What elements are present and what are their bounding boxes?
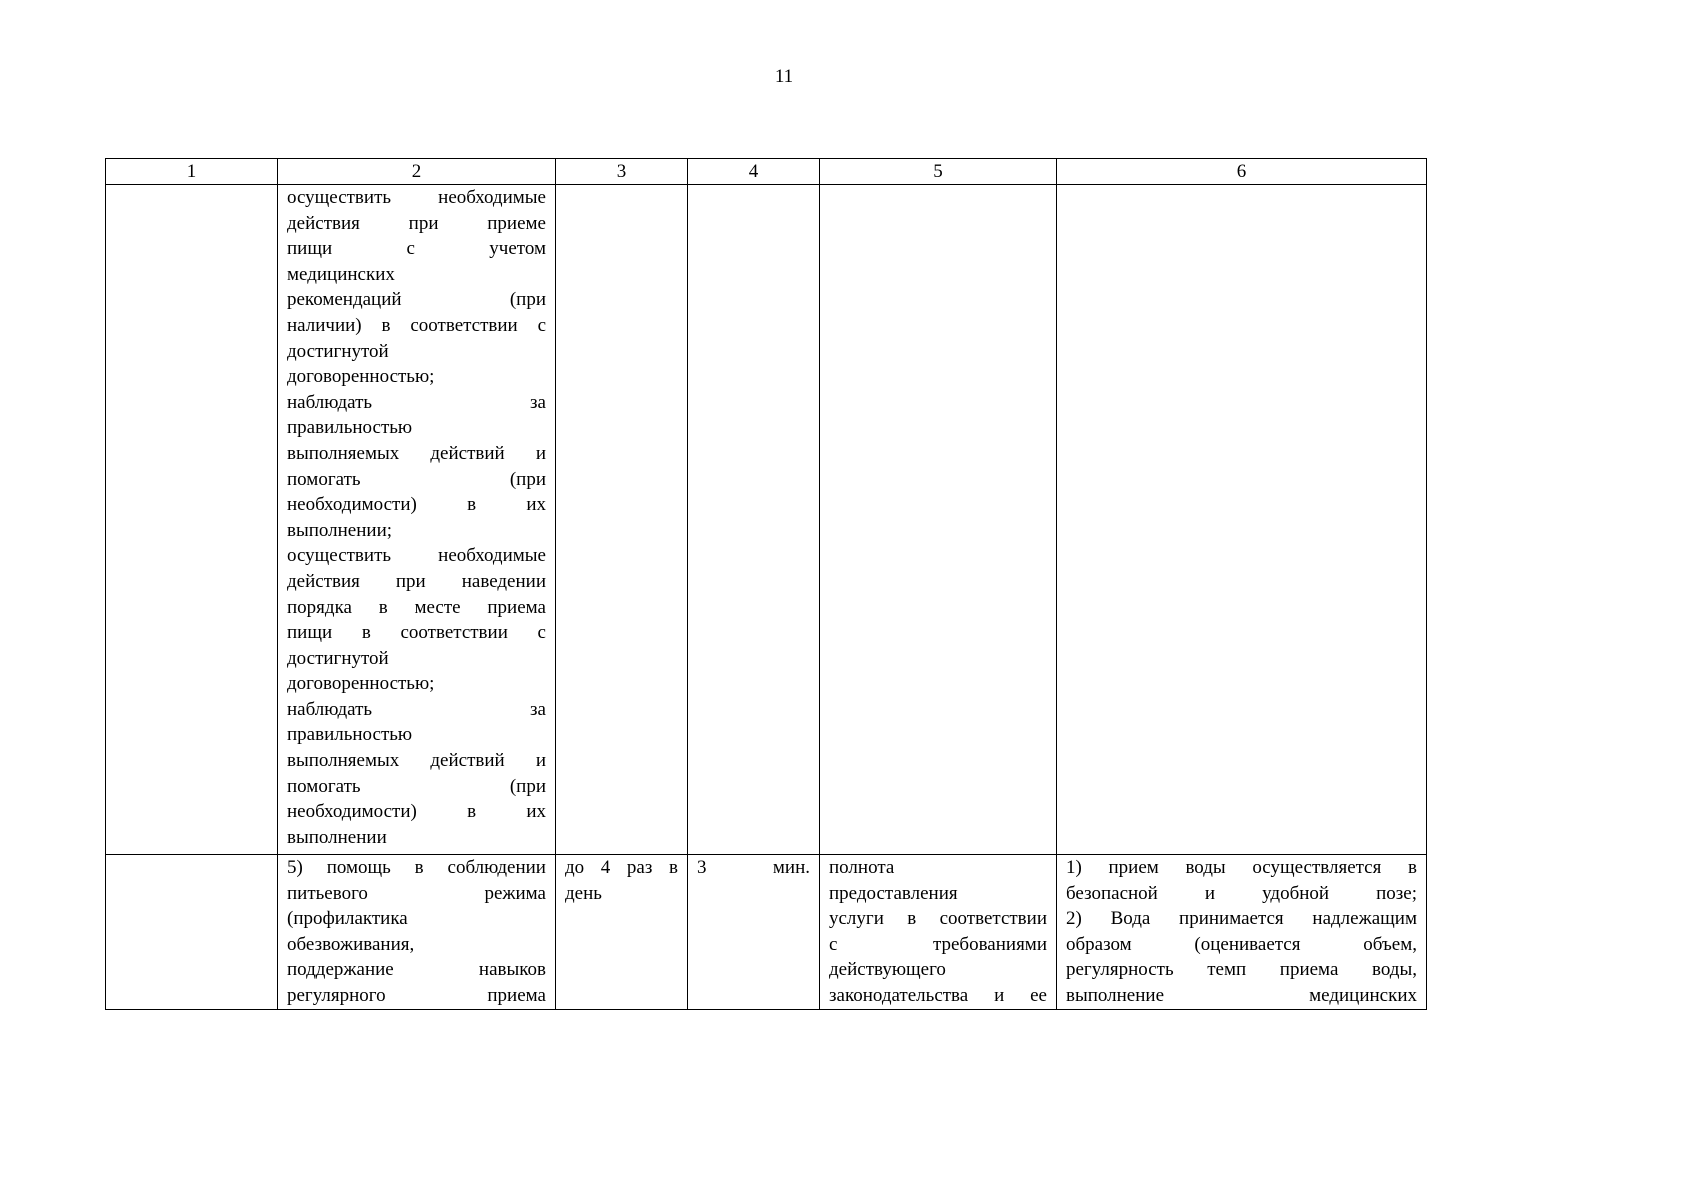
text-line: пищи в соответствии с [287,622,546,644]
column-header-5: 5 [820,159,1057,185]
row2-col2-text [287,855,546,1009]
text-line: выполняемых действий и [287,442,546,464]
text-line: правильностью [287,724,413,746]
row1-col2-text [287,185,546,850]
column-header-2: 2 [278,159,556,185]
text-line: питьевого режима [287,882,546,904]
text-line: действия при приеме [287,212,546,234]
table-header-row [106,159,1427,185]
text-line: законодательства и ее [829,984,1047,1006]
text-line: наличии) в соответствии с [287,314,546,336]
text-line: образом (оценивается объем, [1066,933,1417,955]
row2-col3-text [565,855,678,906]
text-line: достигнутой [287,340,389,362]
text-line: действующего [829,959,946,981]
row1-col3-cell [556,185,688,855]
row1-col5-cell [820,185,1057,855]
text-line: осуществить необходимые [287,187,546,208]
text-line: услуги в соответствии [829,908,1047,930]
column-header-3: 3 [556,159,688,185]
row2-col2-cell [278,855,556,1010]
text-line: с требованиями [829,933,1047,955]
text-line: выполнение медицинских [1066,984,1417,1006]
text-line: день [565,882,602,904]
text-line: медицинских [287,263,395,285]
row1-col6-cell [1057,185,1427,855]
text-line: правильностью [287,417,413,439]
row2-col5-text [829,855,1047,1009]
table-row [106,185,1427,855]
text-line: до 4 раз в [565,857,678,878]
table-row [106,855,1427,1010]
text-line: достигнутой [287,647,389,669]
services-table [105,158,1427,1010]
text-line: порядка в месте приема [287,596,546,618]
text-line: помогать (при [287,775,546,797]
row1-col1-cell [106,185,278,855]
text-line: необходимости) в их [287,494,546,516]
text-line: 3 мин. [697,857,810,878]
row2-col5-cell [820,855,1057,1010]
text-line: необходимости) в их [287,801,546,823]
text-line: договоренностью; [287,366,435,388]
text-line: обезвоживания, [287,933,415,955]
row2-col6-cell [1057,855,1427,1010]
text-line: выполняемых действий и [287,750,546,772]
text-line: полнота [829,857,895,878]
text-line: выполнении [287,826,387,848]
text-line: помогать (при [287,468,546,490]
text-line: регулярного приема [287,984,546,1006]
text-line: выполнении; [287,519,393,541]
column-header-4: 4 [688,159,820,185]
text-line: (профилактика [287,908,408,930]
text-line: безопасной и удобной позе; [1066,882,1417,904]
row1-col4-cell [688,185,820,855]
text-line: регулярность темп приема воды, [1066,959,1417,981]
row2-col1-cell [106,855,278,1010]
text-line: наблюдать за [287,391,546,413]
text-line: 5) помощь в соблюдении [287,857,546,878]
text-line: действия при наведении [287,570,546,592]
text-line: 2) Вода принимается надлежащим [1066,908,1417,930]
text-line: поддержание навыков [287,959,546,981]
row2-col4-text [697,855,810,881]
row2-col4-cell [688,855,820,1010]
column-header-6: 6 [1057,159,1427,185]
row1-col2-cell [278,185,556,855]
text-line: наблюдать за [287,698,546,720]
text-line: осуществить необходимые [287,545,546,567]
text-line: рекомендаций (при [287,289,546,311]
row2-col3-cell [556,855,688,1010]
row2-col6-text [1066,855,1417,1009]
text-line: пищи с учетом [287,238,546,260]
text-line: 1) прием воды осуществляется в [1066,857,1417,878]
text-line: договоренностью; [287,673,435,695]
text-line: предоставления [829,882,958,904]
column-header-1: 1 [106,159,278,185]
page-number: 11 [774,66,794,87]
